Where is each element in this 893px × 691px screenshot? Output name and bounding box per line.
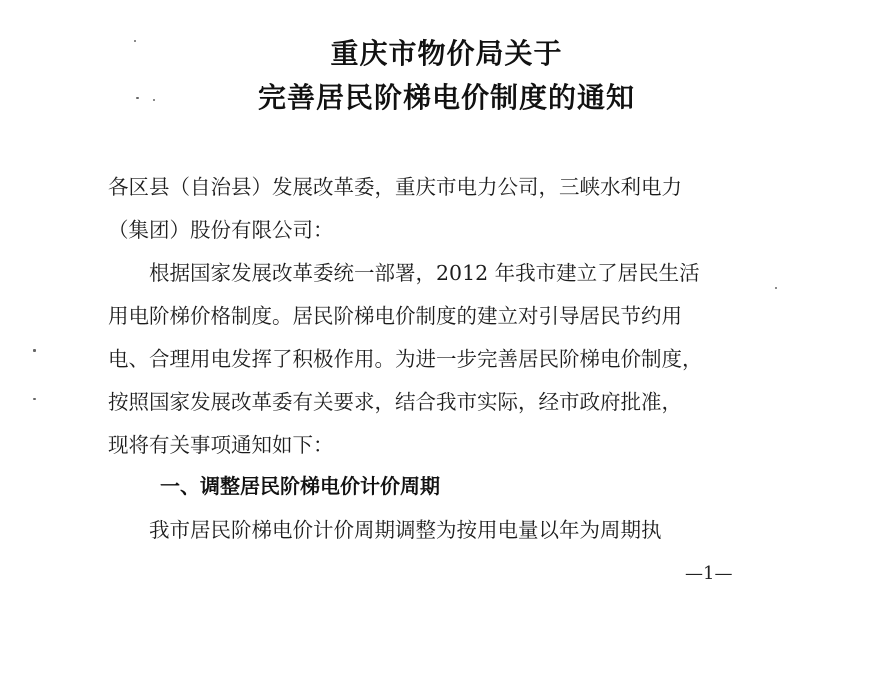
scan-speck <box>153 99 155 101</box>
scan-speck <box>33 398 36 400</box>
scan-speck <box>775 287 777 289</box>
section-heading: 一、调整居民阶梯电价计价周期 <box>160 474 440 498</box>
body-line-paragraph-3: 电、合理用电发挥了积极作用。为进一步完善居民阶梯电价制度， <box>108 347 703 371</box>
page-number: —1— <box>685 563 733 584</box>
section-body-line: 我市居民阶梯电价计价周期调整为按用电量以年为周期执 <box>108 518 662 542</box>
body-line-paragraph-5: 现将有关事项通知如下： <box>108 433 334 457</box>
scan-speck <box>134 40 136 42</box>
document-title-line-1: 重庆市物价局关于 <box>330 37 563 70</box>
scan-speck <box>136 97 139 99</box>
body-line-paragraph-1: 根据国家发展改革委统一部署，2012 年我市建立了居民生活 <box>108 261 700 285</box>
body-line-paragraph-4: 按照国家发展改革委有关要求，结合我市实际，经市政府批准， <box>108 390 682 414</box>
scan-speck <box>33 349 36 352</box>
document-title-line-2: 完善居民阶梯电价制度的通知 <box>257 81 635 114</box>
body-line-addressees: 各区县（自治县）发展改革委，重庆市电力公司，三峡水利电力 <box>108 175 682 199</box>
body-line-addressees-cont: （集团）股份有限公司： <box>108 218 334 242</box>
body-line-paragraph-2: 用电阶梯价格制度。居民阶梯电价制度的建立对引导居民节约用 <box>108 304 682 328</box>
